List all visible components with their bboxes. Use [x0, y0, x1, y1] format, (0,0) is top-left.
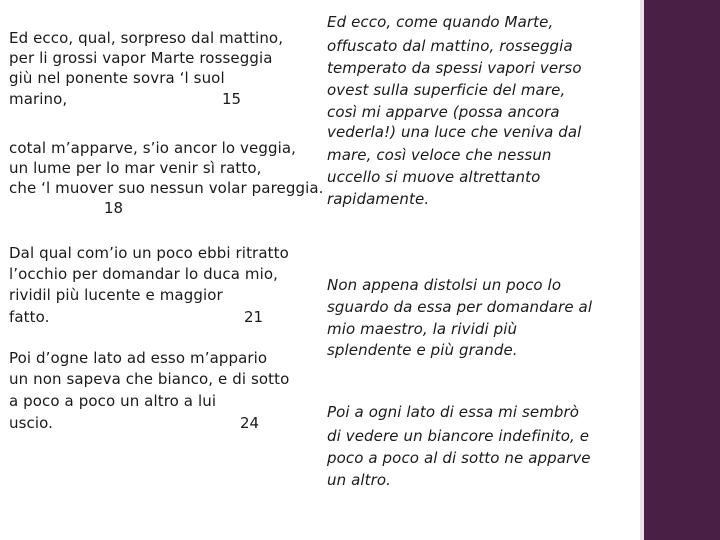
verse-line: fatto.: [9, 308, 50, 326]
verse-line: uscio.: [9, 414, 54, 432]
paraphrase-line: vederla!) una luce che veniva dal: [327, 123, 582, 141]
paraphrase-line: uccello si muove altrettanto: [327, 168, 541, 186]
verse-line: l’occhio per domandar lo duca mio,: [9, 265, 279, 283]
verse-line: marino,: [9, 90, 68, 108]
verse-line: cotal m’apparve, s’io ancor lo veggia,: [9, 139, 296, 157]
verse-line: giù nel ponente sovra ‘l suol: [9, 69, 225, 87]
verse-number: 18: [104, 199, 124, 217]
paraphrase-line: Poi a ogni lato di essa mi sembrò: [327, 403, 580, 421]
paraphrase-line: di vedere un biancore indefinito, e: [327, 427, 590, 445]
verse-number: 15: [222, 90, 242, 108]
paraphrase-line: poco a poco al di sotto ne apparve: [327, 449, 591, 467]
verse-number: 21: [244, 308, 264, 326]
paraphrase-line: mio maestro, la rividi più: [327, 320, 518, 338]
accent-band: [644, 0, 720, 540]
paraphrase-line: Non appena distolsi un poco lo: [327, 276, 562, 294]
paraphrase-line: un altro.: [327, 471, 392, 489]
paraphrase-line: splendente e più grande.: [327, 341, 518, 359]
paraphrase-line: Ed ecco, come quando Marte,: [327, 13, 554, 31]
verse-line: Poi d’ogne lato ad esso m’appario: [9, 349, 268, 367]
paraphrase-line: sguardo da essa per domandare al: [327, 298, 593, 316]
paraphrase-line: offuscato dal mattino, rosseggia: [327, 37, 573, 55]
verse-line: un lume per lo mar venir sì ratto,: [9, 159, 262, 177]
verse-line: rividil più lucente e maggior: [9, 286, 223, 304]
verse-number: 24: [240, 414, 260, 432]
verse-line: a poco a poco un altro a lui: [9, 392, 217, 410]
verse-line: Dal qual com’io un poco ebbi ritratto: [9, 244, 289, 262]
verse-line: che ‘l muover suo nessun volar pareggia.: [9, 179, 324, 197]
paraphrase-line: rapidamente.: [327, 190, 430, 208]
paraphrase-line: mare, così veloce che nessun: [327, 146, 552, 164]
verse-line: per li grossi vapor Marte rosseggia: [9, 49, 273, 67]
paraphrase-line: ovest sulla superficie del mare,: [327, 81, 566, 99]
verse-line: un non sapeva che bianco, e di sotto: [9, 370, 290, 388]
paraphrase-line: così mi apparve (possa ancora: [327, 103, 560, 121]
paraphrase-line: temperato da spessi vapori verso: [327, 59, 582, 77]
verse-line: Ed ecco, qual, sorpreso dal mattino,: [9, 29, 284, 47]
